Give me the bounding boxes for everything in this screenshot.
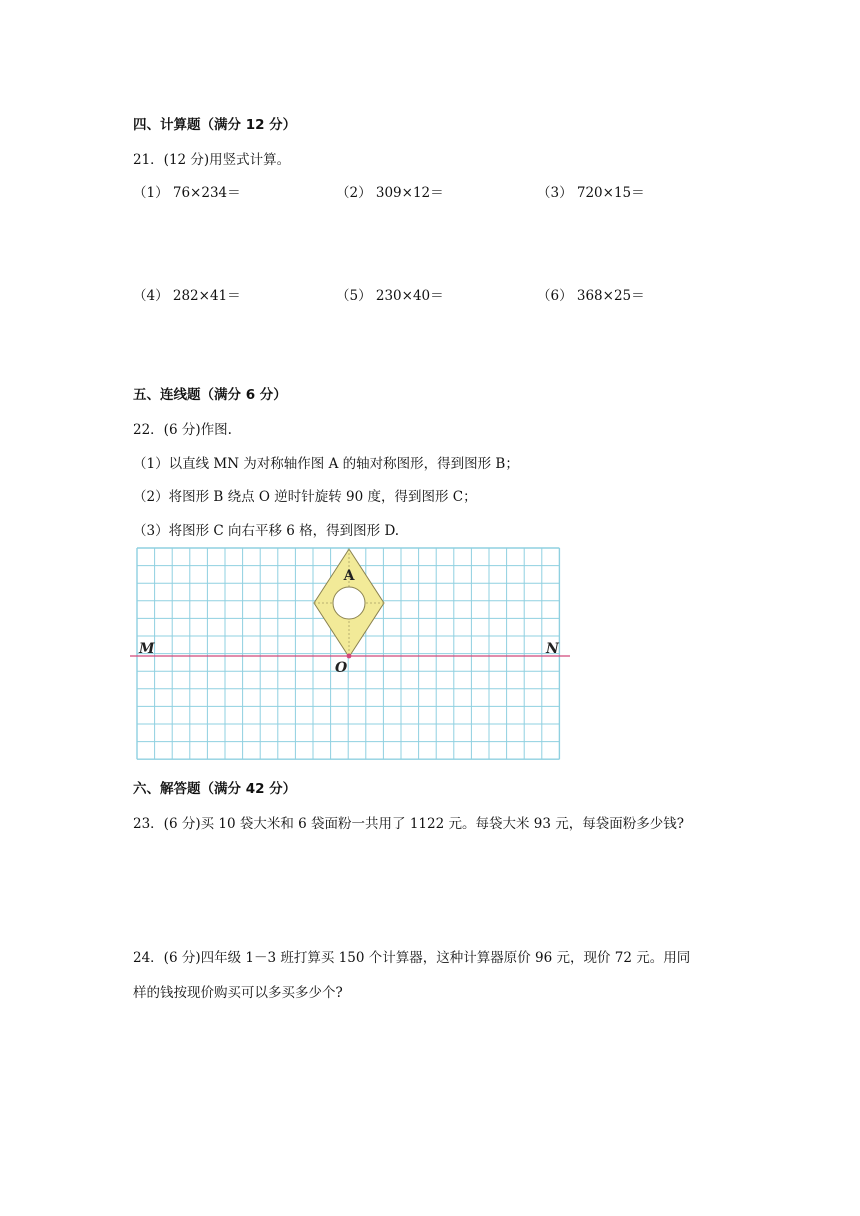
section-5-heading: 五、连线题（满分 6 分） <box>133 387 287 403</box>
label-o: O <box>335 660 348 676</box>
question-24-line-2: 样的钱按现价购买可以多买多少个? <box>133 985 343 1001</box>
point-o <box>347 654 352 659</box>
calc-item-5: （5） 230×40＝ <box>336 288 444 304</box>
instruction-2: （2）将图形 B 绕点 O 逆时针旋转 90 度，得到图形 C； <box>133 489 477 505</box>
question-24-line-1: 24．(6 分)四年级 1－3 班打算买 150 个计算器，这种计算器原价 96 元，现价 72 元。用同 <box>133 950 691 966</box>
grid-figure <box>130 544 572 768</box>
instruction-1: （1）以直线 MN 为对称轴作图 A 的轴对称图形，得到图形 B； <box>133 456 519 472</box>
label-n: N <box>546 641 559 657</box>
question-23: 23．(6 分)买 10 袋大米和 6 袋面粉一共用了 1122 元。每袋大米 93 元，每袋面粉多少钱? <box>133 816 684 832</box>
section-4-heading: 四、计算题（满分 12 分） <box>133 117 297 133</box>
instruction-3: （3）将图形 C 向右平移 6 格，得到图形 D. <box>133 523 400 539</box>
label-m: M <box>139 641 155 657</box>
calc-item-6: （6） 368×25＝ <box>537 288 645 304</box>
calc-item-1: （1） 76×234＝ <box>133 185 241 201</box>
calc-item-3: （3） 720×15＝ <box>537 185 645 201</box>
shape-a-label: A <box>343 568 355 584</box>
section-6-heading: 六、解答题（满分 42 分） <box>133 781 297 797</box>
calc-item-2: （2） 309×12＝ <box>336 185 444 201</box>
question-22: 22．(6 分)作图. <box>133 422 232 438</box>
calc-item-4: （4） 282×41＝ <box>133 288 241 304</box>
question-21: 21．(12 分)用竖式计算。 <box>133 152 291 168</box>
shape-a-hole <box>333 587 365 619</box>
